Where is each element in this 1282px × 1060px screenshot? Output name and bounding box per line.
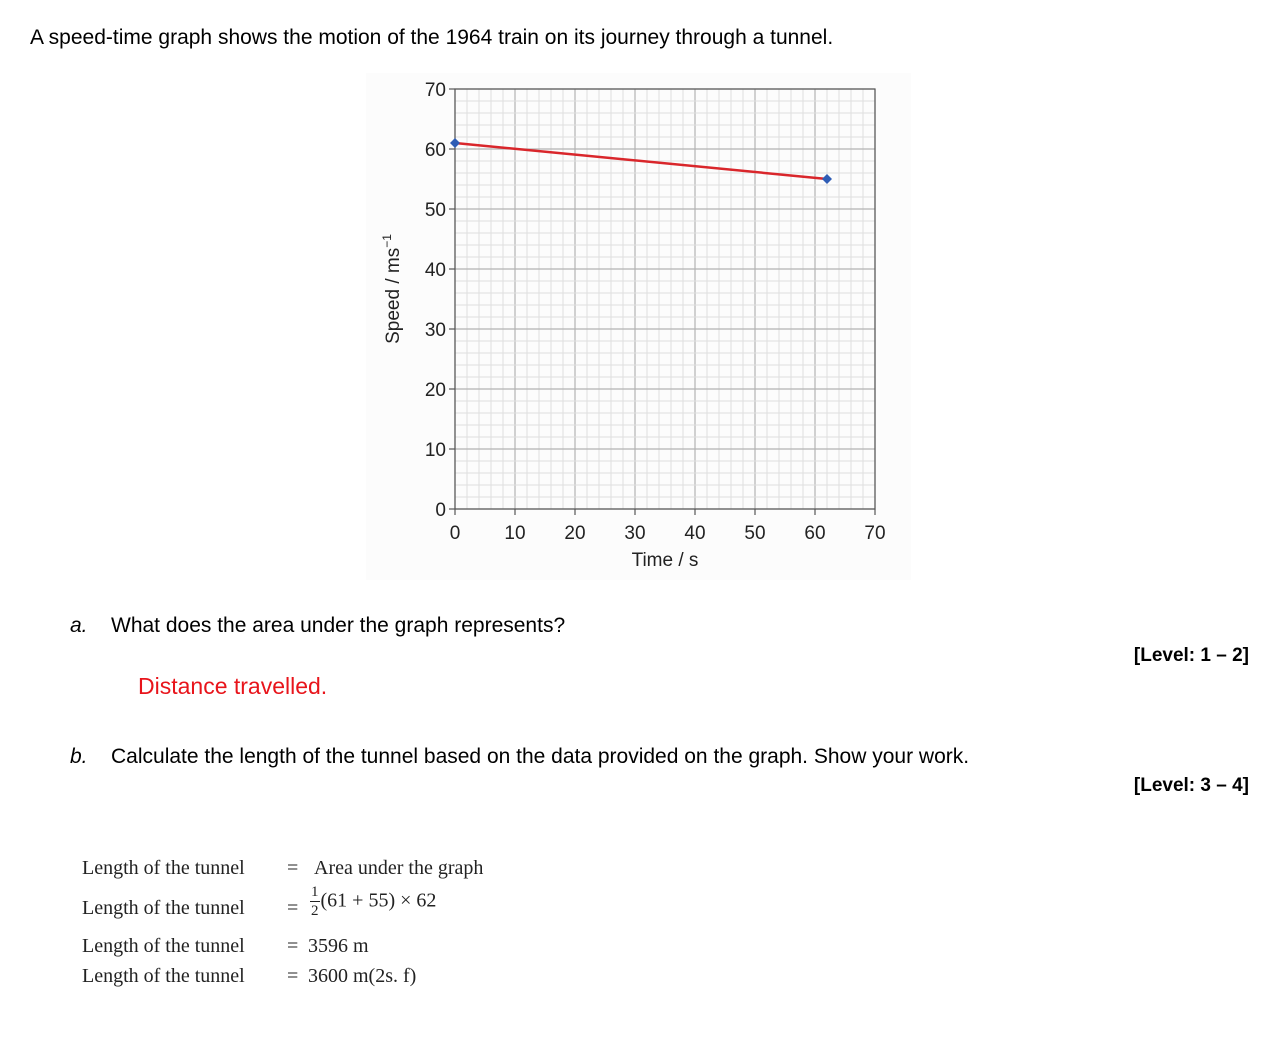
y-tick-label: 40 [424,260,446,281]
x-tick-label: 40 [684,523,706,544]
y-tick-label: 20 [424,380,446,401]
work-line-1-lhs: Length of the tunnel [82,857,245,879]
y-tick-label: 60 [424,140,446,161]
y-tick-label: 70 [424,80,446,101]
x-tick-label: 30 [624,523,646,544]
x-tick-label: 20 [564,523,586,544]
work-line-2-rhs [309,885,436,919]
work-line-3-lhs: Length of the tunnel [82,935,245,957]
part-a-answer: Distance travelled. [138,673,328,699]
y-axis-label-text: Speed / ms [383,247,404,344]
part-a-letter: a. [70,614,88,637]
part-a-level: [Level: 1 – 2] [1133,645,1249,666]
x-tick-label: 0 [449,523,461,544]
y-tick-label: 30 [424,320,446,341]
part-a-question: What does the area under the graph represents? [111,614,566,637]
part-b-letter: b. [70,745,88,768]
work-line-3-rhs: 3596 m [308,935,369,957]
half-fraction [310,885,320,919]
part-b-question: Calculate the length of the tunnel based on the data provided on the graph. Show your work. [111,745,970,768]
work-line-2-eq: = [287,897,299,919]
work-line-1-eq: = [287,857,299,879]
x-tick-label: 70 [864,523,886,544]
y-tick-label: 50 [424,200,446,221]
question-title: A speed-time graph shows the motion of the 1964 train on its journey through a tunnel. [30,26,834,49]
work-line-4-rhs: 3600 m(2s. f) [308,965,417,987]
part-b-level: [Level: 3 – 4] [1133,775,1249,796]
x-axis-label: Time / s [631,550,699,571]
fraction-denominator: 2 [311,903,319,919]
y-tick-label: 10 [424,440,446,461]
work-line-3-eq: = [287,935,299,957]
work-line-2-expression: (61 + 55) × 62 [320,889,437,912]
work-line-4-lhs: Length of the tunnel [82,965,245,987]
y-tick-label: 0 [435,500,446,521]
x-tick-label: 10 [504,523,526,544]
work-line-1-rhs: Area under the graph [314,857,484,879]
x-tick-label: 60 [804,523,826,544]
y-axis-label [380,234,404,344]
fraction-numerator: 1 [311,884,319,900]
work-line-2-lhs: Length of the tunnel [82,897,245,919]
work-line-4-eq: = [287,965,299,987]
x-tick-label: 50 [744,523,766,544]
y-axis-label-superscript: −1 [380,234,394,248]
